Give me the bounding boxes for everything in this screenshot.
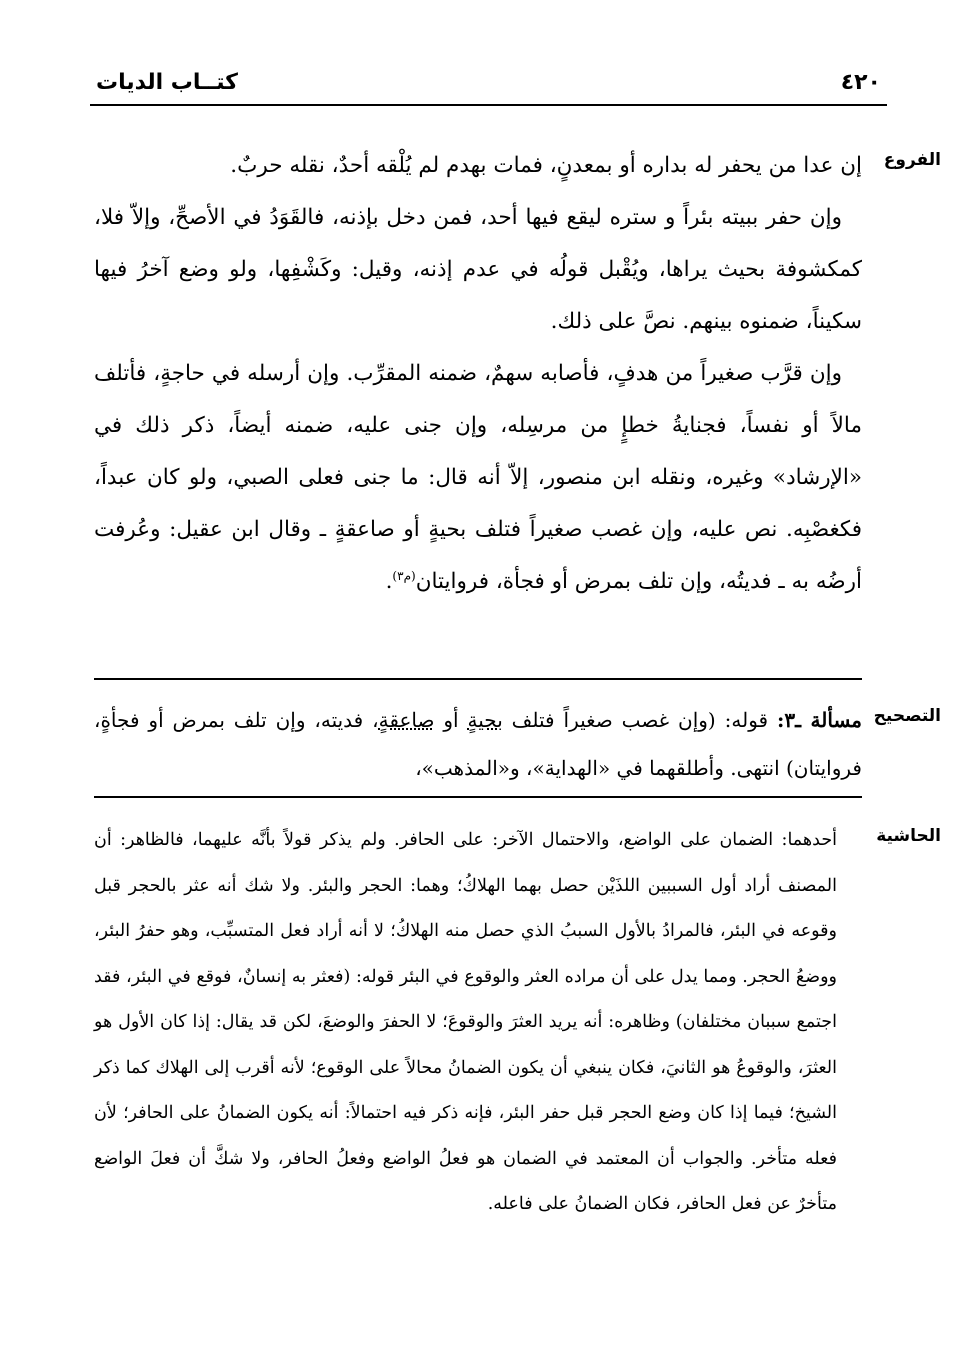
tashih-text-c: ، فديته، وإن تلف بمرض أو فجأةٍ، فروايتان) انتهى. وأطلقهما في «الهداية»، و«المذهب»، [94, 708, 862, 780]
label-tashih: التصحيح [873, 706, 941, 726]
label-furu: الفروع [883, 150, 941, 170]
rule-above-tashih [94, 678, 862, 680]
header-rule [90, 104, 887, 106]
page-number: ٤٢٠ [840, 70, 881, 95]
main-paragraph-3-end: . [385, 569, 393, 594]
tashih-underlined-1: بحيةٍ [467, 708, 503, 732]
main-paragraph-2: وإن حفر ببيته بئراً و ستره ليقع فيها أحد، فمن دخل بإذنه، فالقَوَدُ في الأصحِّ، وإلاّ فلا، كمكشوفة بحيث يراها، ويُقْبل قولُه في عدم إذنه، وقيل: وكَشْفِها، ولو وضع آخرُ فيها سكيناً، ضمنوه بينهم. نصَّ على ذلك. [94, 205, 862, 334]
main-paragraph-1: إن عدا من يحفر له بداره أو بمعدنٍ، فمات بهدم لم يُلْقه أحدٌ، نقله حربٌ. [230, 153, 862, 178]
main-text [94, 140, 862, 608]
label-hashiya: الحاشية [876, 826, 941, 846]
tashih-heading: مسألة ـ٣: [777, 708, 863, 732]
tashih-underlined-2: صاعقةٍ [378, 708, 435, 732]
main-paragraph-3-text: وإن قرَّب صغيراً من هدفٍ، فأصابه سهمٌ، ضمنه المقرِّب. وإن أرسله في حاجةٍ، فأتلف مالاً أو نفساً، فجنايةُ خطإٍ من مرسِله، وإن جنى عليه، ضمنه أيضاً، ذكر ذلك في «الإرشاد» وغيره، ونقله ابن منصور، إلاّ أنه قال: ما جنى فعلى الصبي، ولو كان عبداً، فكغصْبِه. نص عليه، وإن غصب صغيراً فتلف بحيةٍ أو صاعقةٍ ـ وقال ابن عقيل: وعُرفت أرضُه به ـ فديتُه، وإن تلف بمرض أو فجأة، فروايتان [94, 361, 862, 594]
hashiya-text [94, 818, 837, 1228]
tashih-text-a: قوله: (وإن غصب صغيراً فتلف [502, 708, 769, 732]
rule-above-hashiya [94, 796, 862, 798]
footnote-ref: (م٣) [392, 568, 416, 583]
running-title: كتــاب الديات [96, 70, 238, 95]
tashih-text-b: أو [434, 708, 468, 732]
main-paragraph-3 [94, 348, 862, 608]
page-header [90, 66, 887, 106]
hashiya-paragraph: أحدهما: الضمان على الواضع، والاحتمال الآخر: على الحافر. ولم يذكر قولاً بأنَّه عليهما، فالظاهر: أن المصنف أراد أول السببين اللذَيْن حصل بهما الهلاكُ؛ وهما: الحجر والبئر. ولا شك أنه عثر بالحجر قبل وقوعه في البئر، فالمرادُ بالأول السببُ الذي حصل منه الهلاكُ؛ لا أنه أراد فعل المتسبِّب، وهو حفرُ البئر، ووضعُ الحجر. ومما يدل على أن مراده العثر والوقوع في البئر قوله: (فعثر به إنسانٌ، فوقع في البئر، فقد اجتمع سببان مختلفان) وظاهره: أنه يريد العثرَ والوقوعَ؛ لا الحفرَ والوضعَ، لكن قد يقال: إذا كان الأول هو العثرَ، والوقوعُ هو الثانيَ، فكان ينبغي أن يكون الضمانُ محالاً على الوقوع؛ لأنه أقرب إلى الهلاك كما ذكر الشيخ؛ فيما إذا كان وضع الحجر قبل حفر البئر، فإنه ذكر فيه احتمالاً: أنه يكون الضمانُ على الحافر؛ لأن فعله متأخر. والجواب أن المعتمد في الضمان هو فعلُ الواضع وفعلُ الحافر، ولا شكَّ أن فعلَ الواضع متأخرٌ عن فعل الحافر، فكان الضمانُ على فاعله. [94, 830, 837, 1214]
tashih-text [94, 696, 862, 792]
